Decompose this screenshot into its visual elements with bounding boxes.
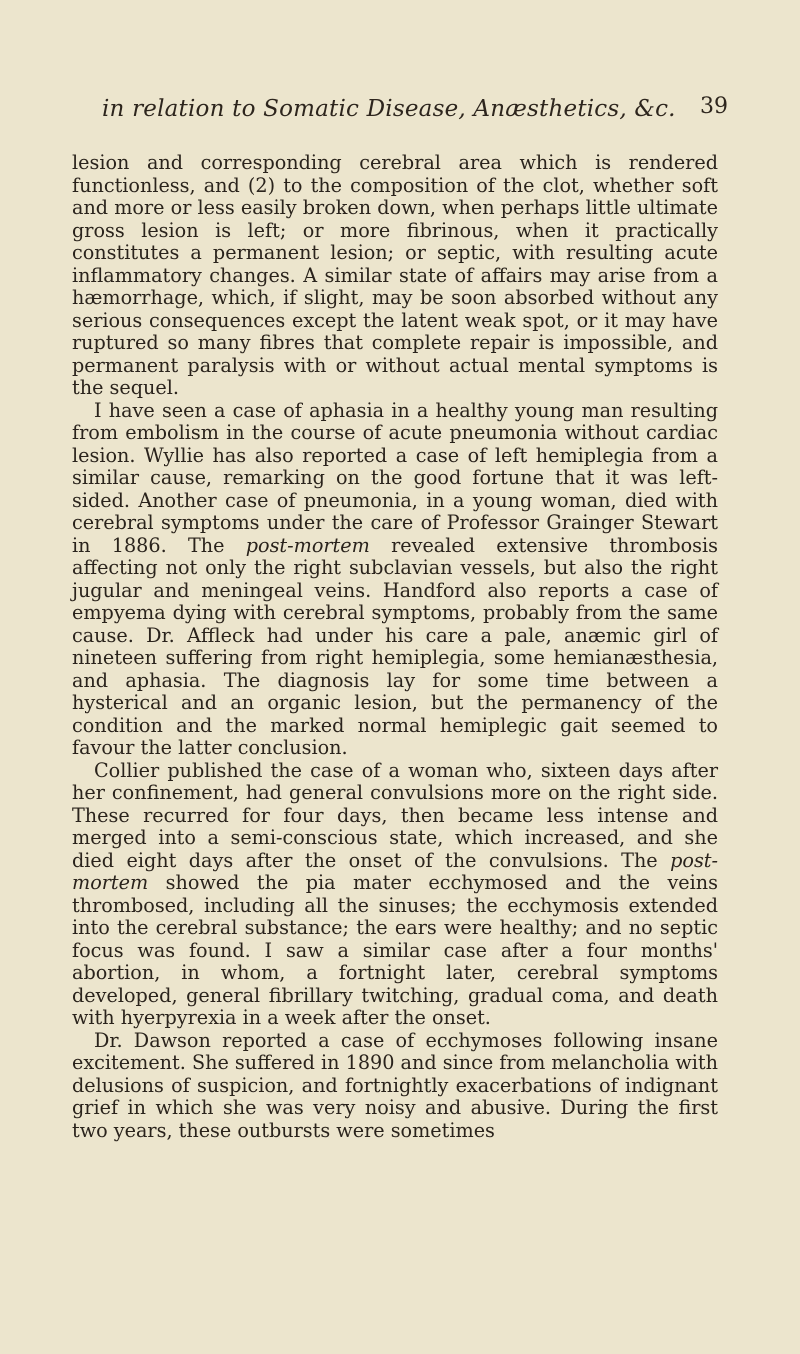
- paragraph-3: [72, 760, 718, 1030]
- paragraph-3-text-a: Collier published the case of a woman who, sixteen days after her confinement, had general convulsions more on the right side. These recurred for four days, then became less intense and merged into a semi-conscious state, which increased, and she died eight days after the onset of the convulsions. The: [72, 758, 718, 872]
- paragraph-1: lesion and corresponding cerebral area which is rendered functionless, and (2) to the composition of the clot, whether soft and more or less easily broken down, when perhaps little ultimate gross lesion is left; or more fibrinous, when it practically constitutes a permanent lesion; or septic, with resulting acute inflammatory changes. A similar state of affairs may arise from a hæmorrhage, which, if slight, may be soon absorbed without any serious consequences except the latent weak spot, or it may have ruptured so many fibres that complete repair is impossible, and permanent paralysis with or without actual mental symptoms is the sequel.: [72, 151, 718, 399]
- running-head: [72, 94, 728, 132]
- paragraph-2-text-a: I have seen a case of aphasia in a healthy young man resulting from embolism in the course of acute pneumonia without cardiac lesion. Wyllie has also reported a case of left hemiplegia from a similar cause, remarking on the good fortune that it was left-sided. Another case of pneumonia, in a young woman, died with cerebral symptoms under the care of Professor Grainger Stewart in 1886. The: [72, 398, 718, 557]
- page-number: 39: [700, 94, 728, 119]
- paragraph-2: [72, 400, 718, 760]
- paragraph-4: Dr. Dawson reported a case of ecchymoses following insane excitement. She suffered in 1890 and since from melancholia with delusions of suspicion, and fortnightly exacerbations of indignant grief in which she was very noisy and abusive. During the first two years, these outbursts were sometimes: [72, 1028, 718, 1142]
- paragraph-3-emphasis: post-mortem: [72, 848, 718, 894]
- paragraph-2-text-b: revealed extensive thrombosis affecting not only the right subclavian vessels, but also the right jugular and meningeal veins. Handford also reports a case of empyema dying with cerebral symptoms, probably from the same cause. Dr. Affleck had under his care a pale, anæmic girl of nineteen suffering from right hemiplegia, some hemianæsthesia, and aphasia. The diagnosis lay for some time between a hysterical and an organic lesion, but the permanency of the condition and the marked normal hemiplegic gait seemed to favour the latter conclusion.: [72, 533, 718, 759]
- paragraph-2-emphasis: post-mortem: [245, 533, 370, 557]
- paragraph-3-text-b: showed the pia mater ecchymosed and the veins thrombosed, including all the sinuses; the ecchymosis extended into the cerebral substance; the ears were healthy; and no septic focus was found. I saw a similar case after a four months' abortion, in whom, a fortnight later, cerebral symptoms developed, general fibrillary twitching, gradual coma, and death with hyerpyrexia in a week after the onset.: [72, 871, 718, 1029]
- body-text: [72, 152, 718, 1142]
- running-title: in relation to Somatic Disease, Anæsthetics, &c.: [102, 96, 676, 122]
